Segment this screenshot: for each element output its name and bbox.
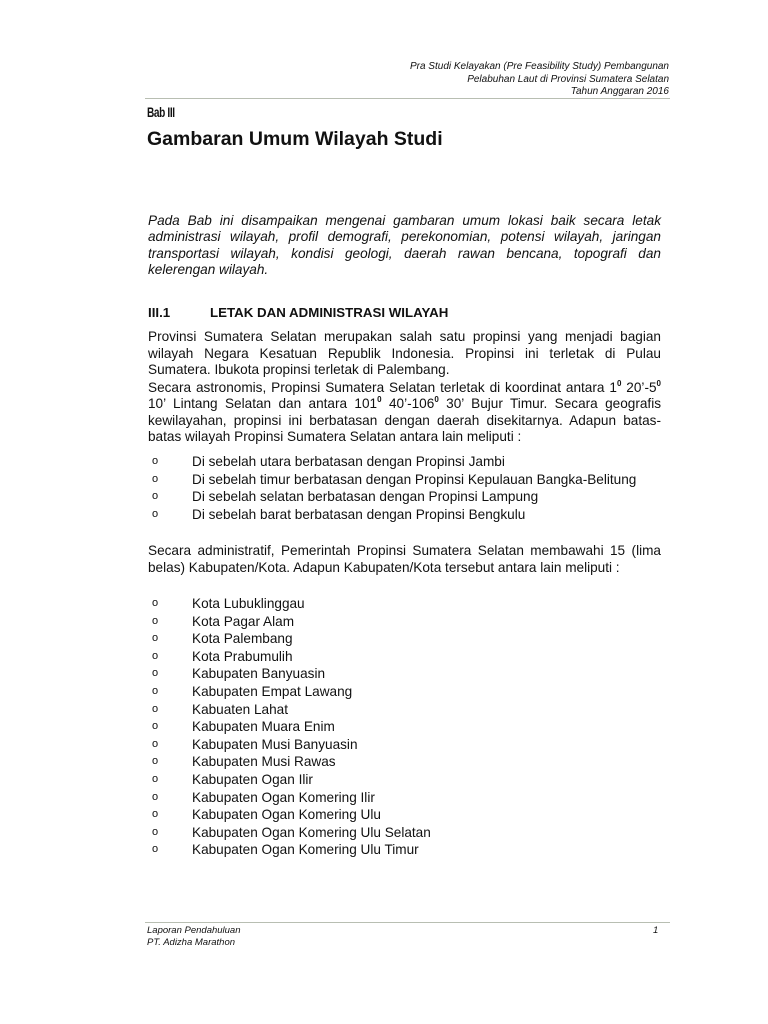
page-number: 1 [653, 925, 659, 936]
list-item-text: Kabupaten Ogan Komering Ilir [192, 789, 375, 805]
list-item-text: Kota Prabumulih [192, 648, 293, 664]
list-item-text: Kota Pagar Alam [192, 613, 295, 629]
text: 10’ Lintang Selatan dan antara 101 [148, 396, 378, 412]
header-line: Pelabuhan Laut di Provinsi Sumatera Selatan [467, 73, 669, 85]
running-header [410, 61, 669, 99]
list-item-text: Di sebelah utara berbatasan dengan Propinsi Jambi [192, 454, 505, 469]
header-line: Tahun Anggaran 2016 [570, 86, 669, 97]
paragraph-astronomy [148, 380, 661, 446]
list-item-text: Kabupaten Ogan Komering Ulu Timur [192, 842, 419, 858]
list-item [148, 453, 636, 471]
paragraph: Secara administratif, Pemerintah Propinsi Sumatera Selatan membawahi 15 (lima belas) Kabupaten/Kota. Adapun Kabupaten/Kota tersebut antara lain meliputi : [148, 543, 661, 575]
bullet-icon: o [152, 772, 159, 785]
bullet-icon: o [152, 667, 159, 680]
section-number: III.1 [148, 305, 171, 320]
bullet-icon: o [152, 472, 159, 485]
bullet-icon: o [152, 597, 159, 609]
text: Secara astronomis, Propinsi Sumatera Selatan terletak di koordinat antara 1 [148, 380, 617, 395]
bullet-icon: o [152, 507, 159, 520]
list-item-text: Kabupaten Empat Lawang [192, 683, 353, 699]
bullet-icon: o [152, 825, 159, 838]
bullet-icon: o [152, 808, 159, 821]
bullet-icon: o [152, 720, 159, 733]
text: 30’ Bujur Timur. Secara geografis kewilayahan, propinsi ini berbatasan dengan daerah disekitarnya. Adapun batas-batas wilayah Propinsi Sumatera Selatan antara lain meliputi : [148, 396, 662, 445]
section-title: LETAK DAN ADMINISTRASI WILAYAH [210, 305, 449, 320]
bullet-icon: o [152, 614, 159, 627]
list-item-text: Di sebelah selatan berbatasan dengan Propinsi Lampung [192, 489, 539, 505]
list-item [148, 753, 431, 771]
paragraph: Provinsi Sumatera Selatan merupakan salah satu propinsi yang menjadi bagian wilayah Negara Kesatuan Republik Indonesia. Propinsi ini terletak di Pulau Sumatera. Ibukota propinsi terletak di Palembang. [148, 329, 661, 377]
text: 20’-5 [621, 380, 657, 395]
list-item-text: Kabupaten Muara Enim [192, 719, 335, 735]
bullet-icon: o [152, 490, 159, 503]
list-item [148, 630, 431, 648]
list-item-text: Kabupaten Banyuasin [192, 666, 326, 682]
list-item-text: Kota Lubuklinggau [192, 596, 305, 611]
bullet-icon: o [152, 843, 159, 856]
list-item [148, 841, 431, 859]
degree: 0 [656, 379, 661, 388]
text: 40’-106 [381, 396, 435, 412]
section-heading [148, 305, 448, 320]
list-item [148, 771, 431, 789]
degree: 0 [616, 379, 622, 388]
list-item [148, 613, 431, 631]
header-line: Pra Studi Kelayakan (Pre Feasibility Study) Pembangunan [409, 61, 669, 72]
list-item [148, 736, 431, 754]
list-item-text: Kabupaten Ogan Komering Ulu Selatan [192, 824, 431, 840]
borders-list [148, 453, 636, 523]
bullet-icon: o [152, 790, 159, 803]
chapter-label: Bab III [147, 104, 175, 120]
header-divider [145, 98, 670, 99]
bullet-icon: o [152, 632, 159, 645]
footer [147, 925, 241, 948]
list-item-text: Kabupaten Ogan Komering Ulu [192, 807, 381, 823]
list-item-text: Kota Palembang [192, 631, 293, 647]
list-item [148, 471, 636, 489]
list-item [148, 701, 431, 719]
list-item [148, 718, 431, 736]
list-item-text: Di sebelah timur berbatasan dengan Propinsi Kepulauan Bangka-Belitung [192, 471, 637, 487]
regions-list [148, 595, 431, 859]
degree: 0 [434, 395, 439, 405]
list-item [148, 648, 431, 666]
list-item [148, 665, 431, 683]
intro-paragraph: Pada Bab ini disampaikan mengenai gambaran umum lokasi baik secara letak administrasi wilayah, profil demografi, perekonomian, potensi wilayah, jaringan transportasi wilayah, kondisi geologi, daerah rawan bencana, topografi dan kelerengan wilayah. [148, 213, 661, 278]
footer-line: PT. Adizha Marathon [147, 936, 236, 948]
bullet-icon: o [152, 684, 159, 697]
list-item-text: Kabupaten Ogan Ilir [192, 771, 313, 787]
degree: 0 [377, 395, 382, 405]
list-item-text: Kabupaten Musi Rawas [192, 754, 336, 770]
bullet-icon: o [152, 702, 159, 715]
list-item [148, 683, 431, 701]
list-item [148, 488, 636, 506]
list-item [148, 506, 636, 524]
page-title: Gambaran Umum Wilayah Studi [147, 128, 443, 150]
bullet-icon: o [152, 755, 159, 768]
list-item-text: Kabupaten Musi Banyuasin [192, 736, 358, 752]
bullet-icon: o [152, 737, 159, 750]
list-item [148, 806, 431, 824]
list-item [148, 595, 431, 613]
list-item [148, 824, 431, 842]
footer-line: Laporan Pendahuluan [147, 925, 241, 936]
bullet-icon: o [152, 649, 159, 662]
list-item-text: Di sebelah barat berbatasan dengan Propinsi Bengkulu [192, 506, 526, 522]
footer-divider [145, 922, 670, 923]
list-item-text: Kabuaten Lahat [192, 701, 288, 717]
bullet-icon: o [152, 455, 159, 467]
list-item [148, 789, 431, 807]
